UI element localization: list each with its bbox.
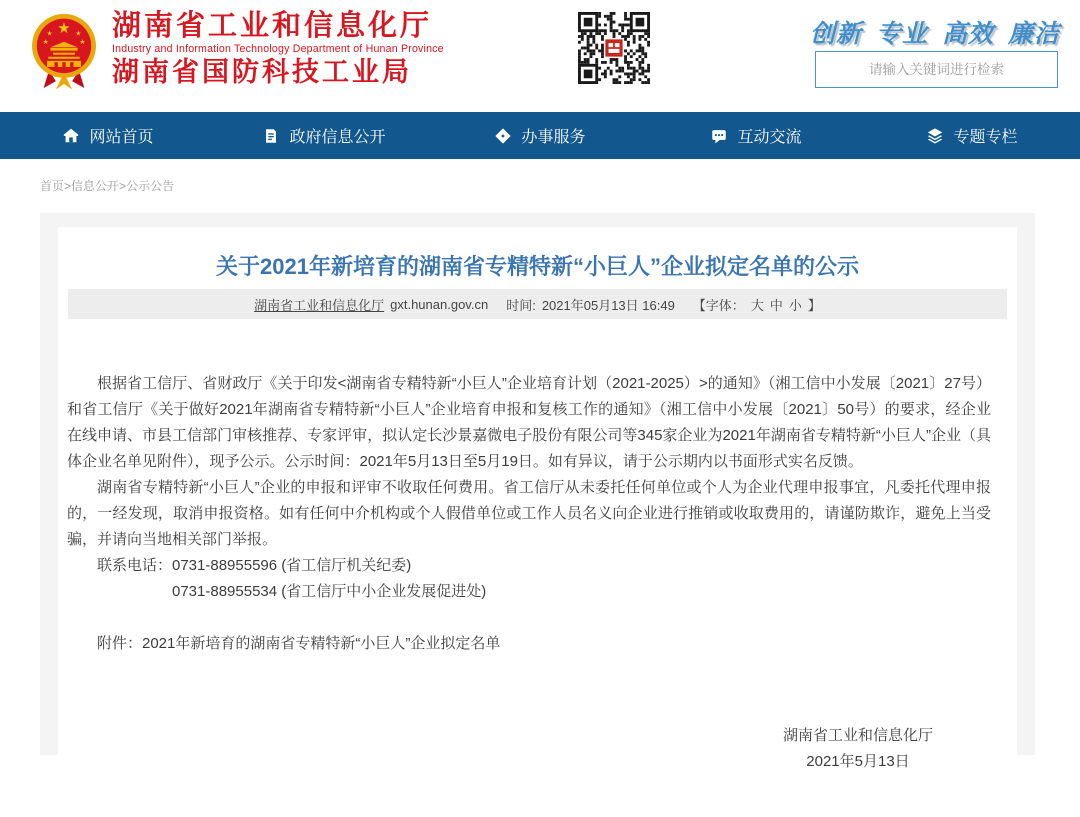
search-input[interactable] <box>815 51 1058 88</box>
slogan-word: 廉洁 <box>1007 20 1060 48</box>
font-size-large-button[interactable]: 大 <box>750 297 764 313</box>
contact-phone-line-2: 0731-88955534 (省工信厅中小企业发展促进处) <box>172 583 487 600</box>
nav-item-label: 专题专栏 <box>953 129 1018 146</box>
meta-font-label: 【字体： <box>692 297 745 313</box>
signature-date: 2021年5月13日 <box>806 753 910 770</box>
nav-item-label: 办事服务 <box>521 129 586 146</box>
org-name-cn2: 湖南省国防科技工业局 <box>112 56 412 87</box>
national-emblem-logo <box>30 10 98 94</box>
slogan-word: 高效 <box>941 20 994 48</box>
nav-item-services[interactable] <box>432 112 648 159</box>
article-paragraph: 根据省工信厅、省财政厅《关于印发<湖南省专精特新“小巨人”企业培育计划（2021-2025）>的通知》（湘工信中小发展〔2021〕27号）和省工信厅《关于做好2021年湖南省专精特新“小巨人”企业培育申报和复核工作的通知》（湘工信中小发展〔2021〕50号）的要求，经企业在线申请、市县工信部门审核推荐、专家评审，拟认定长沙景嘉微电子股份有限公司等345家企业为2021年湖南省专精特新“小巨人”企业（具体企业名单见附件），现予公示。公示时间：2021年5月13日至5月19日。如有异议，请于公示期内以书面形式实名反馈。 <box>67 375 991 470</box>
org-title-block <box>112 12 444 86</box>
meta-time-label: 时间: <box>506 297 536 313</box>
font-size-medium-button[interactable]: 中 <box>769 297 783 313</box>
nav-item-special-topics[interactable] <box>864 112 1080 159</box>
slogan-banner <box>810 14 1060 50</box>
article-meta-bar <box>68 289 1007 319</box>
meta-source-link[interactable]: 湖南省工业和信息化厅 <box>254 297 385 313</box>
svg-text:★: ★ <box>46 29 53 38</box>
slogan-word: 专业 <box>875 20 928 48</box>
slogan-word: 创新 <box>810 20 863 48</box>
svg-text:★: ★ <box>75 29 82 38</box>
content-wrapper <box>40 213 1035 770</box>
contact-phone-line-1: 联系电话：0731-88955596 (省工信厅机关纪委) <box>97 557 412 574</box>
breadcrumb-separator: > <box>119 179 127 193</box>
nav-item-gov-info[interactable] <box>216 112 432 159</box>
chat-icon <box>710 127 728 145</box>
org-name-en: Industry and Information Technology Department of Hunan Province <box>112 43 444 55</box>
font-size-small-button[interactable]: 小 <box>788 297 802 313</box>
signature-block <box>783 723 933 775</box>
qr-code <box>578 12 650 84</box>
layers-icon <box>926 127 944 145</box>
nav-item-label: 政府信息公开 <box>289 129 386 146</box>
attachment-link[interactable]: 附件：2021年新培育的湖南省专精特新“小巨人”企业拟定名单 <box>97 635 501 652</box>
meta-font-label-close: 】 <box>807 297 821 313</box>
svg-text:★: ★ <box>42 37 49 46</box>
svg-text:★: ★ <box>57 18 71 37</box>
breadcrumb-current: 公示公告 <box>126 179 175 193</box>
nav-item-label: 网站首页 <box>89 129 154 146</box>
breadcrumb-separator: > <box>64 179 72 193</box>
page-title: 关于2021年新培育的湖南省专精特新“小巨人”企业拟定名单的公示 <box>216 254 859 279</box>
breadcrumb-info[interactable]: 信息公开 <box>71 179 120 193</box>
document-icon <box>262 127 280 145</box>
article-panel <box>58 227 1017 817</box>
meta-site: gxt.hunan.gov.cn <box>390 296 489 312</box>
org-name-cn: 湖南省工业和信息化厅 <box>112 10 433 42</box>
service-icon <box>494 127 512 145</box>
article-body <box>58 319 1017 775</box>
article-paragraph: 湖南省专精特新“小巨人”企业的申报和评审不收取任何费用。省工信厅从未委托任何单位或个人为企业代理申报事宜，凡委托代理申报的，一经发现，取消申报资格。如有任何中介机构或个人假借单位或工作人员名义向企业进行推销或收取费用的，请谨防欺诈，避免上当受骗，并请向当地相关部门举报。 <box>67 479 991 548</box>
nav-item-home[interactable] <box>0 112 216 159</box>
signature-org: 湖南省工业和信息化厅 <box>782 727 933 744</box>
meta-time: 2021年05月13日 16:49 <box>541 297 675 313</box>
breadcrumb <box>40 177 1080 192</box>
svg-text:★: ★ <box>79 37 86 46</box>
breadcrumb-home[interactable]: 首页 <box>40 179 65 193</box>
home-icon <box>62 127 80 145</box>
main-nav <box>0 112 1080 159</box>
site-header <box>0 0 1080 112</box>
nav-item-interaction[interactable] <box>648 112 864 159</box>
nav-item-label: 互动交流 <box>737 129 802 146</box>
